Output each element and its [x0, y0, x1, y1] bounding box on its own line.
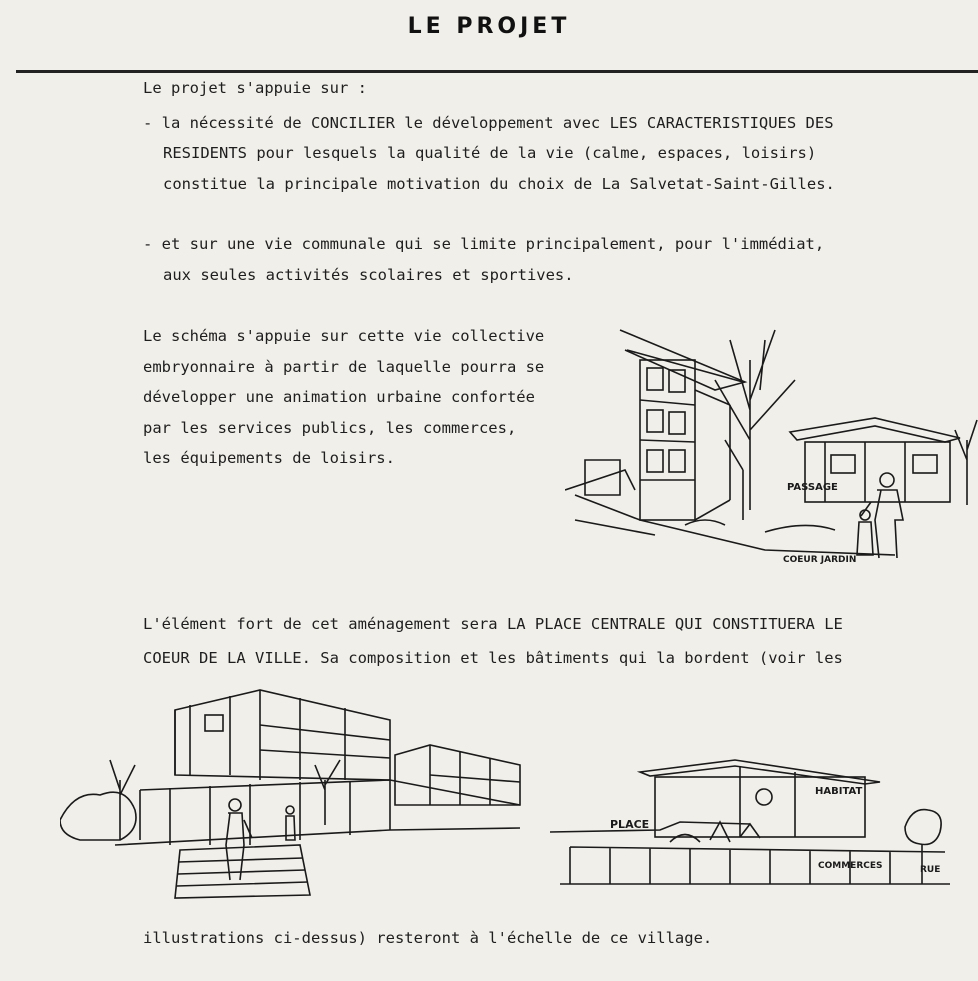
closing-text: illustrations ci-dessus) resteront à l'échelle de ce village.: [143, 929, 713, 947]
coeur-jardin-label: COEUR JARDIN: [783, 555, 857, 565]
schema-line1: Le schéma s'appuie sur cette vie collective: [143, 327, 545, 345]
schema-line4: par les services publics, les commerces,: [143, 419, 517, 437]
place-label: PLACE: [610, 818, 650, 831]
bullet2-line1: - et sur une vie communale qui se limite principalement, pour l'immédiat,: [143, 235, 825, 253]
schema-line2: embryonnaire à partir de laquelle pourra se: [143, 358, 545, 376]
element-line2: COEUR DE LA VILLE. Sa composition et les bâtiments qui la bordent (voir les: [143, 649, 843, 667]
schema-line5: les équipements de loisirs.: [143, 449, 395, 467]
bullet1-line3: constitue la principale motivation du choix de La Salvetat-Saint-Gilles.: [163, 175, 835, 193]
courtyard-sketch: [565, 320, 978, 575]
place-habitat-sketch: [550, 752, 970, 892]
title-rule: [16, 70, 978, 73]
intro-text: Le projet s'appuie sur :: [143, 79, 367, 97]
passage-label: PASSAGE: [787, 482, 838, 493]
element-line1: L'élément fort de cet aménagement sera LA PLACE CENTRALE QUI CONSTITUERA LE: [143, 615, 843, 633]
rue-label: RUE: [920, 865, 941, 875]
bullet1-line2: RESIDENTS pour lesquels la qualité de la vie (calme, espaces, loisirs): [163, 144, 817, 162]
place-buildings-sketch: [60, 680, 560, 900]
schema-line3: développer une animation urbaine confortée: [143, 388, 535, 406]
bullet1-line1: - la nécessité de CONCILIER le développement avec LES CARACTERISTIQUES DES: [143, 114, 834, 132]
bullet2-line2: aux seules activités scolaires et sportives.: [163, 266, 574, 284]
page-title: LE PROJET: [407, 14, 571, 39]
habitat-label: HABITAT: [815, 786, 863, 797]
commerces-label: COMMERCES: [818, 861, 883, 871]
